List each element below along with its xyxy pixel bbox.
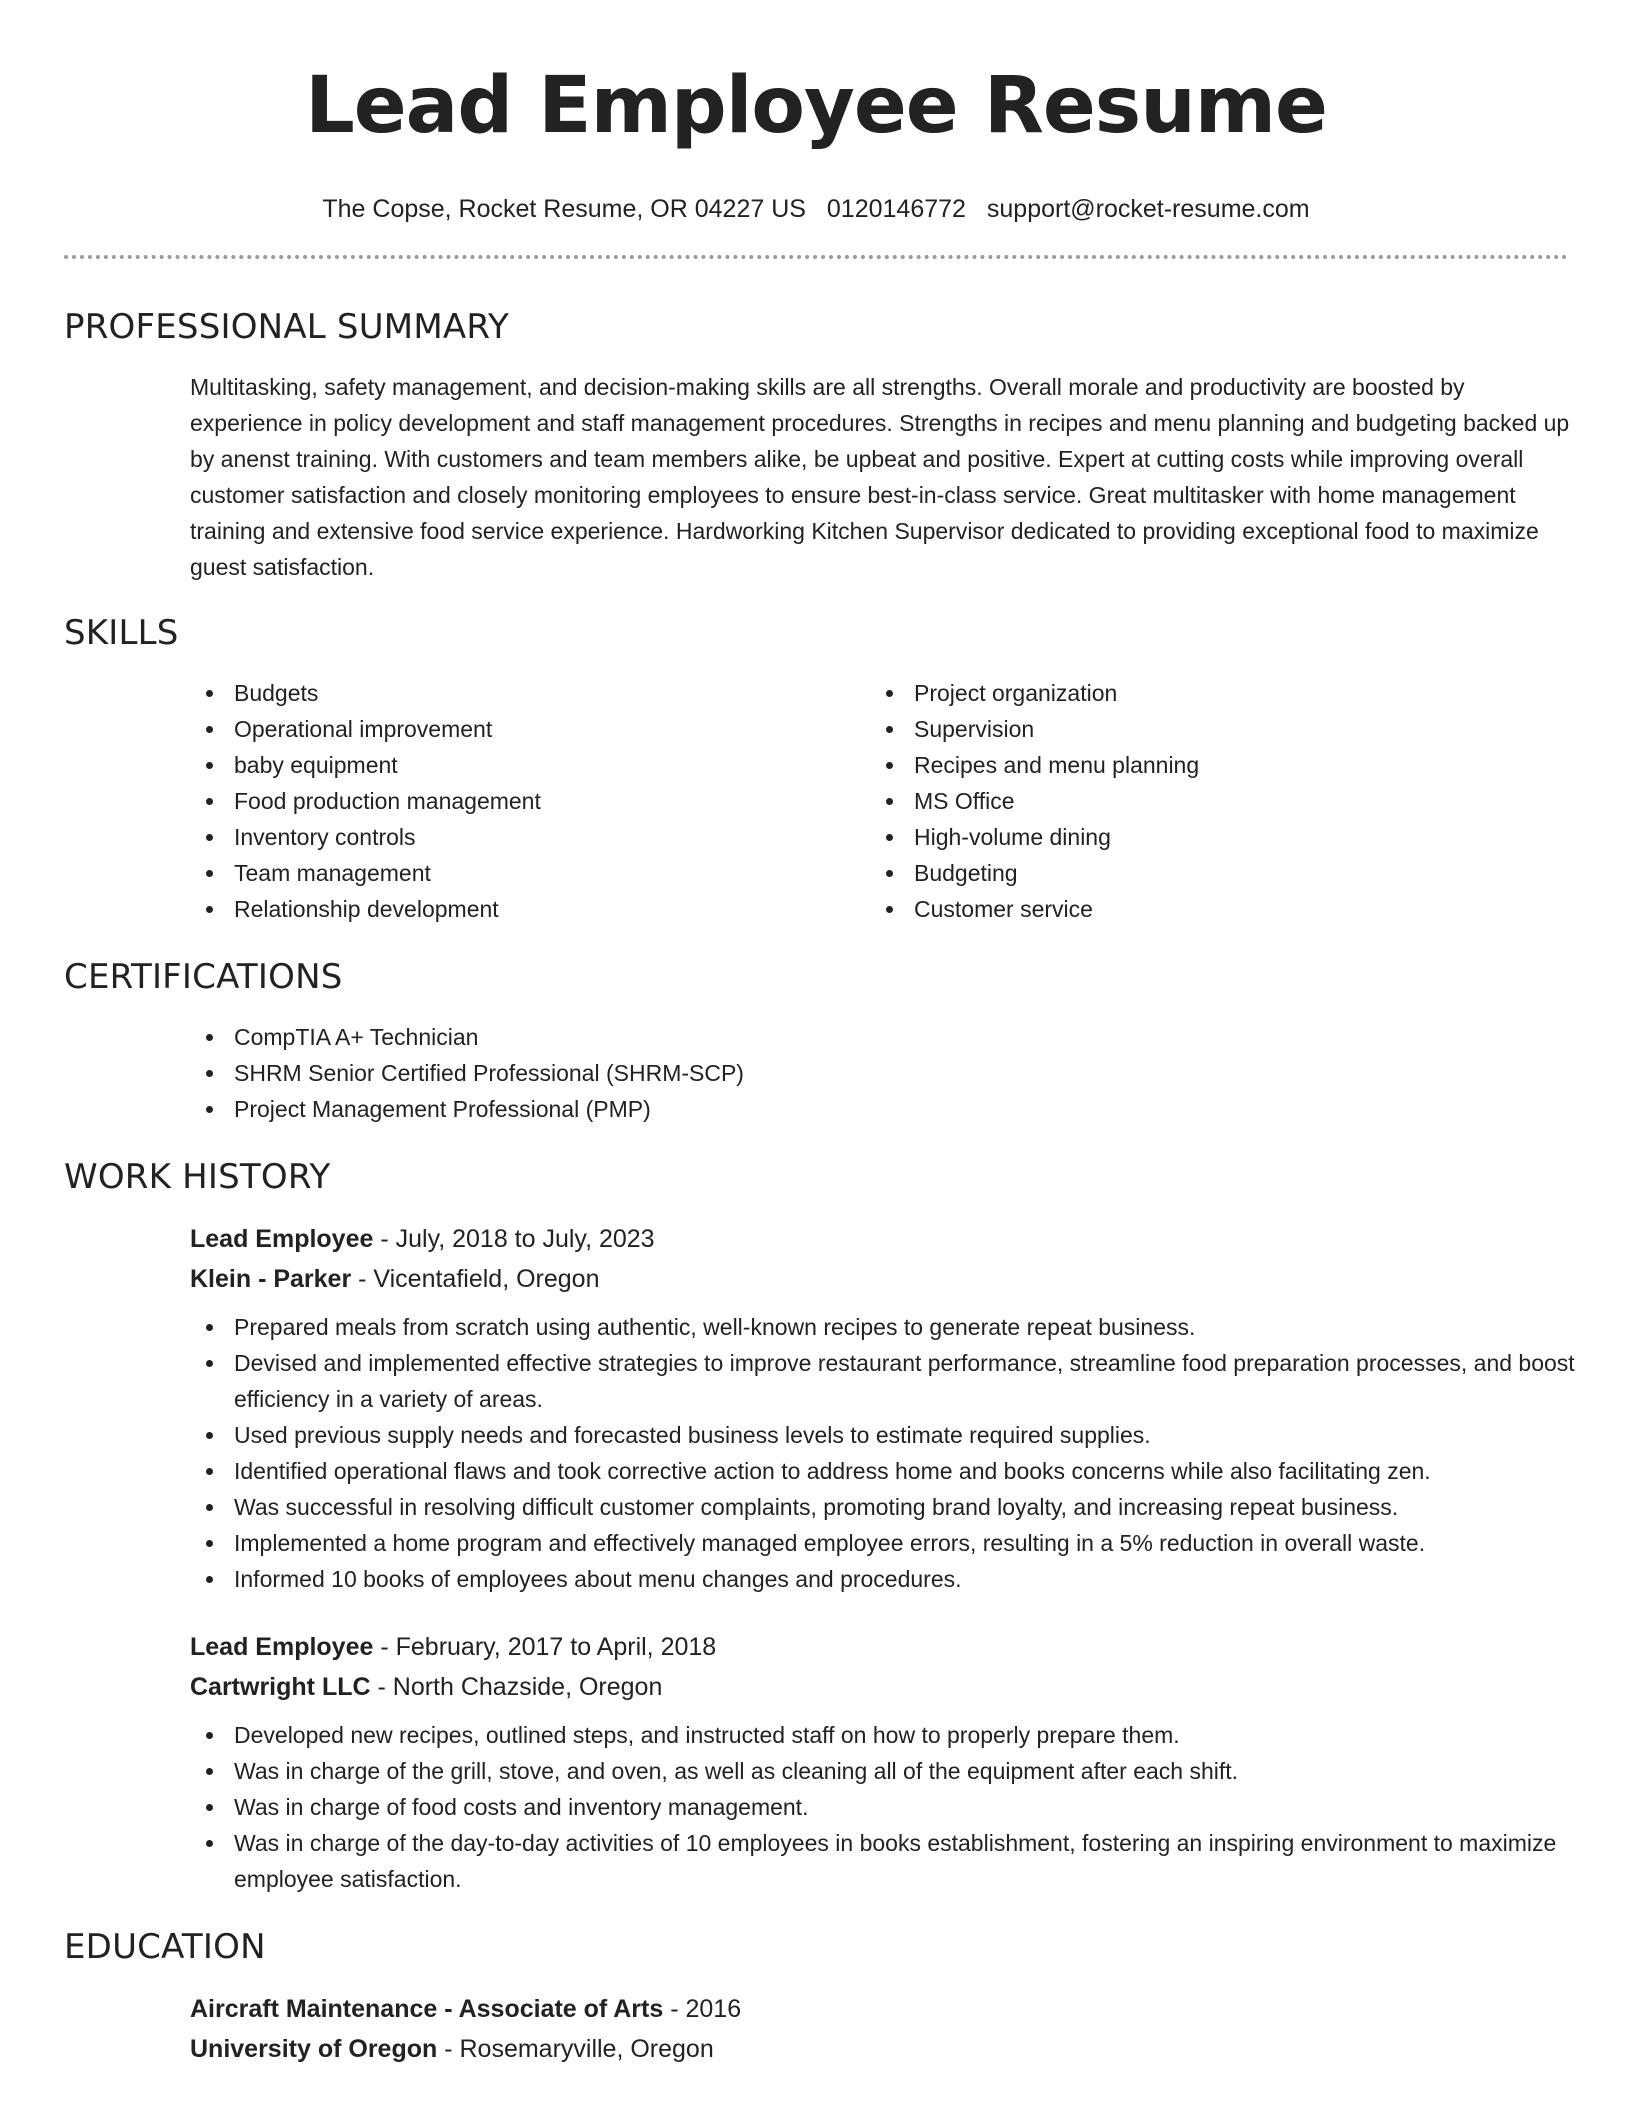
education-degree-line bbox=[190, 1989, 1568, 2029]
job-company-line bbox=[190, 1259, 1568, 1299]
education-year: - 2016 bbox=[663, 1995, 742, 2023]
skills-grid bbox=[190, 675, 1568, 927]
contact-email: support@rocket-resume.com bbox=[986, 195, 1310, 223]
education-location: - Rosemaryville, Oregon bbox=[437, 2035, 714, 2063]
certification-item: Project Management Professional (PMP) bbox=[190, 1091, 1568, 1127]
job-bullets bbox=[190, 1309, 1610, 1597]
job-bullet: Identified operational flaws and took corrective action to address home and books concerns while also facilitating zen. bbox=[190, 1453, 1610, 1489]
job-bullet: Developed new recipes, outlined steps, and instructed staff on how to properly prepare them. bbox=[190, 1717, 1610, 1753]
skills-right-list bbox=[870, 675, 1550, 927]
summary-heading: PROFESSIONAL SUMMARY bbox=[64, 307, 509, 347]
job-title: Lead Employee bbox=[190, 1633, 374, 1661]
job-bullet: Was in charge of the grill, stove, and oven, as well as cleaning all of the equipment after each shift. bbox=[190, 1753, 1610, 1789]
job-entry bbox=[190, 1219, 1575, 1597]
header-divider bbox=[64, 255, 1568, 259]
education-entry bbox=[190, 1989, 1568, 2069]
skill-item: Supervision bbox=[870, 711, 1550, 747]
job-entry bbox=[190, 1627, 1568, 1897]
education-degree: Aircraft Maintenance - Associate of Arts bbox=[190, 1995, 664, 2023]
skill-item: Budgets bbox=[190, 675, 870, 711]
skill-item: MS Office bbox=[870, 783, 1550, 819]
skill-item: Team management bbox=[190, 855, 870, 891]
work-history-heading: WORK HISTORY bbox=[64, 1157, 331, 1197]
certifications-heading: CERTIFICATIONS bbox=[64, 957, 343, 997]
skill-item: Customer service bbox=[870, 891, 1550, 927]
skills-heading: SKILLS bbox=[64, 613, 179, 653]
skill-item: Recipes and menu planning bbox=[870, 747, 1550, 783]
job-bullet: Prepared meals from scratch using authentic, well-known recipes to generate repeat business. bbox=[190, 1309, 1610, 1345]
certifications-list bbox=[190, 1019, 1568, 1127]
skill-item: High-volume dining bbox=[870, 819, 1550, 855]
certification-item: SHRM Senior Certified Professional (SHRM-SCP) bbox=[190, 1055, 1568, 1091]
skill-item: Food production management bbox=[190, 783, 870, 819]
contact-line bbox=[64, 194, 1568, 224]
education-school: University of Oregon bbox=[190, 2035, 438, 2063]
job-dates: - July, 2018 to July, 2023 bbox=[373, 1225, 655, 1253]
skill-item: Project organization bbox=[870, 675, 1550, 711]
job-bullet: Implemented a home program and effectively managed employee errors, resulting in a 5% reduction in overall waste. bbox=[190, 1525, 1610, 1561]
job-company: Klein - Parker bbox=[190, 1265, 352, 1293]
education-heading: EDUCATION bbox=[64, 1927, 266, 1967]
skill-item: baby equipment bbox=[190, 747, 870, 783]
job-title: Lead Employee bbox=[190, 1225, 374, 1253]
skill-item: Operational improvement bbox=[190, 711, 870, 747]
job-title-line bbox=[190, 1627, 1568, 1667]
contact-address: The Copse, Rocket Resume, OR 04227 US bbox=[322, 195, 806, 223]
job-company-line bbox=[190, 1667, 1568, 1707]
job-bullet: Was successful in resolving difficult customer complaints, promoting brand loyalty, and increasing repeat business. bbox=[190, 1489, 1610, 1525]
resume-title: Lead Employee Resume bbox=[305, 61, 1327, 151]
job-bullet: Used previous supply needs and forecasted business levels to estimate required supplies. bbox=[190, 1417, 1610, 1453]
skill-item: Inventory controls bbox=[190, 819, 870, 855]
skill-item: Relationship development bbox=[190, 891, 870, 927]
education-school-line bbox=[190, 2029, 1568, 2069]
skill-item: Budgeting bbox=[870, 855, 1550, 891]
skills-left-list bbox=[190, 675, 870, 927]
job-dates: - February, 2017 to April, 2018 bbox=[373, 1633, 717, 1661]
job-bullet: Informed 10 books of employees about menu changes and procedures. bbox=[190, 1561, 1610, 1597]
job-bullet: Devised and implemented effective strategies to improve restaurant performance, streamline food preparation processes, and boost efficiency in a variety of areas. bbox=[190, 1345, 1610, 1417]
job-bullet: Was in charge of the day-to-day activities of 10 employees in books establishment, fostering an inspiring environment to maximize employee satisfaction. bbox=[190, 1825, 1610, 1897]
summary-text: Multitasking, safety management, and decision-making skills are all strengths. Overall morale and productivity are boosted by experience in policy development and staff management procedures. Strengths in recipes and menu planning and budgeting backed up by anenst training. With customers and team members alike, be upbeat and positive. Expert at cutting costs while improving overall customer satisfaction and closely monitoring employees to ensure best-in-class service. Great multitasker with home management training and extensive food service experience. Hardworking Kitchen Supervisor dedicated to providing exceptional food to maximize guest satisfaction. bbox=[190, 374, 1570, 580]
job-title-line bbox=[190, 1219, 1568, 1259]
job-company: Cartwright LLC bbox=[190, 1673, 371, 1701]
job-location: - North Chazside, Oregon bbox=[370, 1673, 663, 1701]
contact-phone: 0120146772 bbox=[826, 195, 966, 223]
job-bullets bbox=[190, 1717, 1610, 1897]
certification-item: CompTIA A+ Technician bbox=[190, 1019, 1568, 1055]
job-location: - Vicentafield, Oregon bbox=[351, 1265, 600, 1293]
job-bullet: Was in charge of food costs and inventory management. bbox=[190, 1789, 1610, 1825]
